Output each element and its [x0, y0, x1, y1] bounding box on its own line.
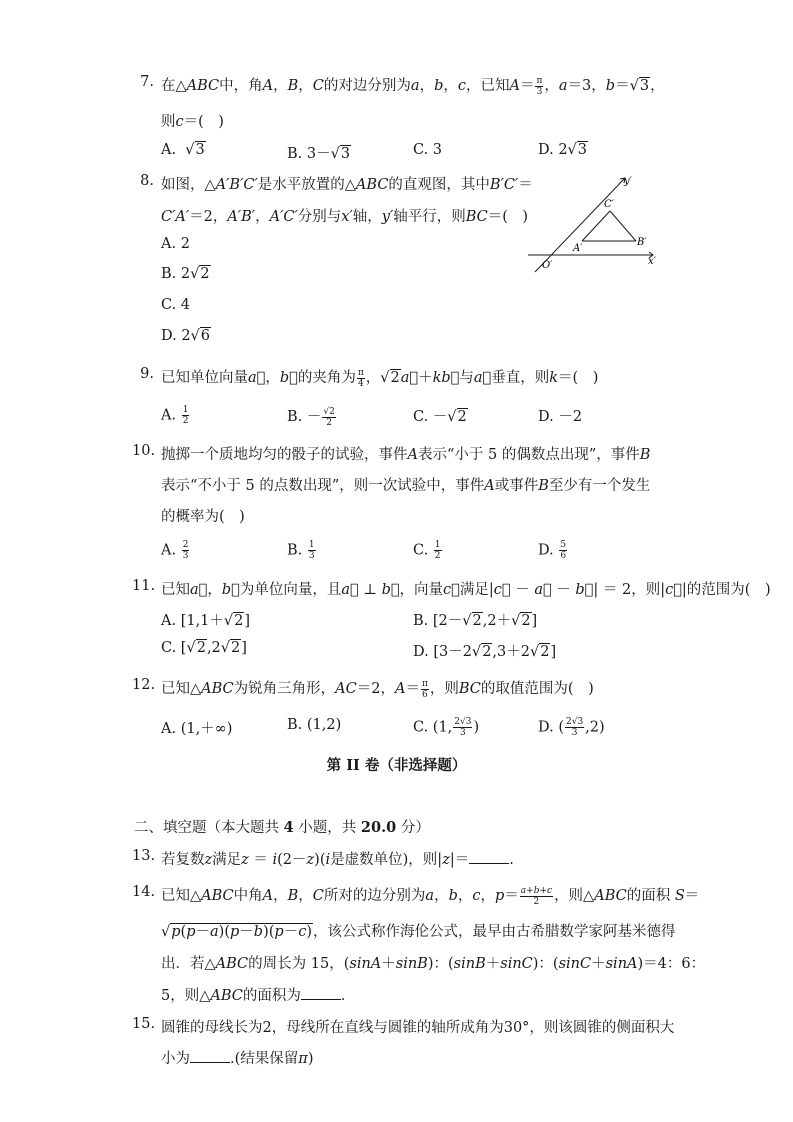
question-15-number: 15. — [132, 1016, 156, 1032]
question-14-number: 14. — [132, 884, 156, 900]
question-14-text: 已知△ABC中角A，B，C所对的边分别为a，b，c，p＝ $\frac{a+b+c}{2}$ ，则△ABC的面积 S＝ — [161, 885, 700, 907]
question-13-number: 13. — [132, 848, 156, 864]
question-9-option-c[interactable]: C. －√2 — [413, 409, 467, 425]
side-c-b — [610, 211, 636, 241]
question-11-option-d[interactable]: D. [3－2√2,3＋2√2] — [413, 644, 557, 660]
question-10-option-a[interactable]: A. $\frac{2}{3}$ — [161, 540, 189, 561]
question-7-number: 7. — [140, 74, 154, 90]
question-10-number: 10. — [132, 443, 156, 459]
answer-blank[interactable] — [469, 851, 509, 864]
question-7-option-b[interactable]: B. 3－√3 — [287, 146, 351, 162]
question-14-text-line2: √p(p－a)(p－b)(p－c)，该公式称作海伦公式，最早由古希腊数学家阿基米德得 — [161, 924, 676, 940]
answer-blank[interactable] — [301, 987, 341, 1000]
question-11-option-a[interactable]: A. [1,1＋√2] — [161, 613, 251, 629]
question-7-option-a[interactable]: A. √3 — [161, 142, 205, 158]
question-10-text-line3: 的概率为( ) — [161, 509, 245, 525]
question-12-option-b[interactable]: B. (1,2) — [287, 717, 342, 733]
question-14-text-line3: 出．若△ABC的周长为 15，(sinA＋sinB)：(sinB＋sinC)：(sinC＋sinA)＝4：6： — [161, 956, 706, 972]
question-7-option-c[interactable]: C. 3 — [413, 142, 443, 158]
y-axis-line — [535, 178, 625, 272]
part-2-title: 第 II 卷（非选择题） — [326, 757, 467, 774]
question-10-option-c[interactable]: C. $\frac{1}{2}$ — [413, 540, 441, 561]
origin-label: O′ — [542, 260, 553, 271]
question-12-option-c[interactable]: C. (1, $\frac{2√3}{3}$ ) — [413, 717, 480, 738]
section-2-heading: 二、填空题（本大题共 4 小题，共 20.0 分） — [134, 819, 430, 836]
question-8-number: 8. — [140, 173, 154, 189]
question-11-option-c[interactable]: C. [√2,2√2] — [161, 640, 247, 656]
question-7-text: 在△ABC中，角A，B，C的对边分别为a，b，c，已知A＝ $\frac{\pi}{3}$ ，a＝3，b＝√3， — [161, 75, 665, 97]
question-12-text: 已知△ABC为锐角三角形，AC＝2，A＝ $\frac{\pi}{6}$ ，则BC的取值范围为( ) — [161, 678, 594, 700]
question-10-option-d[interactable]: D. $\frac{5}{6}$ — [538, 540, 567, 561]
question-9-number: 9. — [140, 366, 154, 382]
question-8-option-a[interactable]: A. 2 — [161, 236, 190, 252]
vertex-b-label: B′ — [637, 237, 647, 248]
side-a-c — [582, 211, 610, 241]
question-10-text-line2: 表示“不小于 5 的点数出现”，则一次试验中，事件A或事件B至少有一个发生 — [161, 478, 651, 494]
y-axis-label: y′ — [624, 176, 632, 187]
question-12-number: 12. — [132, 677, 156, 693]
question-9-option-a[interactable]: A. $\frac{1}{2}$ — [161, 405, 189, 426]
oblique-projection-figure — [525, 170, 665, 280]
question-9-option-b[interactable]: B. － $\frac{√2}{2}$ — [287, 406, 335, 428]
question-10-text: 抛掷一个质地均匀的骰子的试验，事件A表示“小于 5 的偶数点出现”，事件B — [161, 447, 651, 463]
vertex-c-label: C′ — [604, 199, 614, 210]
question-10-option-b[interactable]: B. $\frac{1}{3}$ — [287, 540, 315, 561]
question-12-option-a[interactable]: A. (1,＋∞) — [161, 721, 233, 737]
vertex-a-label: A′ — [573, 243, 583, 254]
question-9-option-d[interactable]: D. －2 — [538, 409, 583, 425]
question-8-text-line2: C′A′＝2，A′B′，A′C′分别与x′轴，y′轴平行，则BC＝( ) — [161, 209, 529, 225]
question-8-option-b[interactable]: B. 2√2 — [161, 266, 210, 282]
question-11-option-b[interactable]: B. [2－√2,2＋√2] — [413, 613, 538, 629]
question-11-text: 已知a⃗，b⃗为单位向量，且a⃗ ⊥ b⃗，向量c⃗满足|c⃗ － a⃗ － b⃗| ＝ 2，则|c⃗|的范围为( ) — [161, 582, 771, 598]
question-8-text: 如图，△A′B′C′是水平放置的△ABC的直观图，其中B′C′＝ — [161, 177, 533, 193]
x-axis-label: x′ — [648, 256, 656, 267]
question-7-text-line2: 则c＝( ) — [161, 114, 224, 130]
question-8-option-c[interactable]: C. 4 — [161, 297, 191, 313]
answer-blank[interactable] — [190, 1050, 230, 1063]
question-7-option-d[interactable]: D. 2√3 — [538, 142, 588, 158]
question-13-text: 若复数z满足z ＝ i(2－z)(i是虚数单位)，则|z|＝ . — [161, 852, 514, 868]
question-15-text-line2: 小为 .(结果保留π) — [161, 1051, 314, 1067]
question-15-text: 圆锥的母线长为2，母线所在直线与圆锥的轴所成角为30°，则该圆锥的侧面积大 — [161, 1020, 675, 1036]
question-12-option-d[interactable]: D. ( $\frac{2√3}{3}$ ,2) — [538, 717, 605, 738]
question-11-number: 11. — [132, 578, 156, 594]
question-14-text-line4: 5，则△ABC的面积为 ． — [161, 988, 356, 1004]
question-9-text: 已知单位向量a⃗，b⃗的夹角为 $\frac{\pi}{4}$ ，√2a⃗＋kb⃗与a⃗垂直，则k＝( ) — [161, 367, 599, 389]
question-8-option-d[interactable]: D. 2√6 — [161, 328, 211, 344]
